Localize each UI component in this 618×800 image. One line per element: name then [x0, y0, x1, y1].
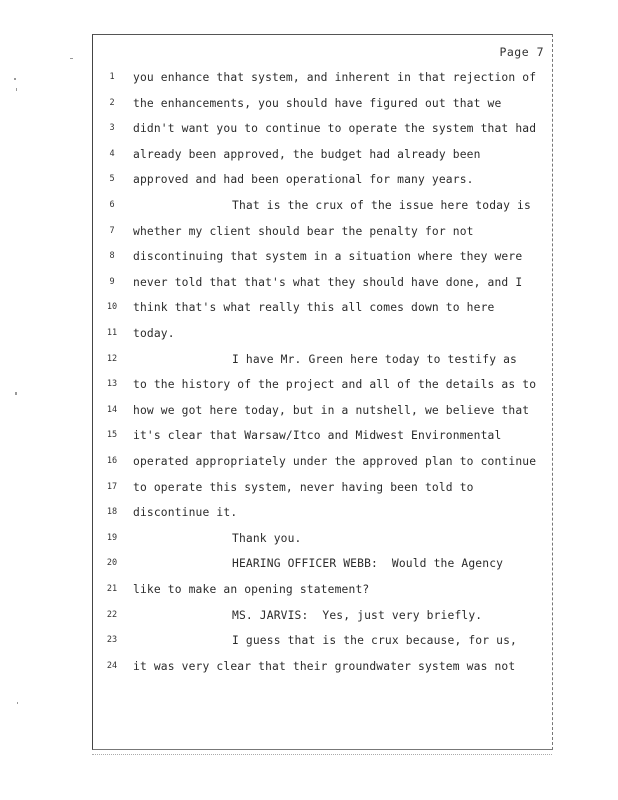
transcript-line [93, 250, 552, 276]
line-number: 18 [106, 507, 118, 518]
line-number: 10 [106, 302, 118, 313]
line-text: to operate this system, never having been told to [133, 480, 474, 494]
line-number: 13 [106, 379, 118, 390]
line-text: to the history of the project and all of the details as to [133, 378, 537, 392]
line-number: 22 [106, 609, 118, 620]
line-number: 24 [106, 660, 118, 671]
line-number: 1 [109, 72, 115, 82]
line-text: didn't want you to continue to operate the system that had [133, 122, 537, 136]
transcript-line [93, 532, 552, 558]
line-number: 16 [106, 456, 118, 466]
scan-edge-noise [92, 754, 552, 755]
transcript-line [93, 276, 552, 302]
line-number: 4 [109, 148, 115, 159]
line-text: HEARING OFFICER WEBB: Would the Agency [232, 557, 504, 571]
line-text: discontinuing that system in a situation where they were [133, 250, 523, 264]
line-text: how we got here today, but in a nutshell, we believe that [133, 403, 530, 417]
scan-speck [14, 78, 16, 80]
line-number: 3 [109, 123, 115, 134]
line-number: 8 [109, 251, 115, 262]
transcript-line [93, 122, 552, 148]
line-number: 21 [106, 584, 118, 594]
line-text: already been approved, the budget had already been [133, 147, 481, 161]
transcript-line [93, 97, 552, 123]
transcript-line [93, 378, 552, 404]
transcript-line [93, 429, 552, 455]
transcript-line [93, 481, 552, 507]
line-number: 6 [109, 200, 115, 210]
line-text: think that's what really this all comes down to here [133, 301, 495, 315]
transcript-line [93, 148, 552, 174]
transcript-line [93, 583, 552, 609]
transcript-line [93, 327, 552, 353]
transcript-line [93, 173, 552, 199]
line-number: 12 [106, 353, 118, 364]
line-number: 23 [106, 635, 118, 646]
transcript-line [93, 71, 552, 97]
transcript-line [93, 404, 552, 430]
line-text: That is the crux of the issue here today is [232, 199, 531, 212]
transcript-line [93, 225, 552, 251]
scan-speck [70, 58, 73, 59]
line-number: 11 [106, 328, 118, 338]
line-text: the enhancements, you should have figured out that we [133, 96, 502, 110]
line-text: MS. JARVIS: Yes, just very briefly. [232, 608, 483, 622]
line-text: today. [133, 327, 175, 340]
line-number: 20 [106, 558, 118, 569]
line-text: it's clear that Warsaw/Itco and Midwest Environmental [133, 429, 502, 443]
line-number: 5 [109, 174, 115, 185]
transcript-page [92, 34, 553, 750]
line-text: you enhance that system, and inherent in that rejection of [133, 71, 537, 84]
transcript-line [93, 199, 552, 225]
line-number: 9 [109, 276, 115, 287]
transcript-line [93, 353, 552, 379]
line-text: never told that that's what they should have done, and I [133, 275, 523, 289]
line-text: it was very clear that their groundwater system was not [133, 659, 516, 673]
page-number: Page 7 [499, 45, 544, 59]
scan-speck [17, 702, 18, 704]
transcript-line [93, 660, 552, 686]
line-text: whether my client should bear the penalty for not [133, 224, 474, 238]
line-number: 7 [109, 225, 115, 236]
transcript-line [93, 455, 552, 481]
transcript-line [93, 609, 552, 635]
line-text: approved and had been operational for many years. [133, 173, 474, 187]
line-number: 15 [106, 430, 118, 441]
transcript-line [93, 506, 552, 532]
line-text: discontinue it. [133, 506, 238, 520]
scan-speck [15, 392, 17, 395]
line-text: I guess that is the crux because, for us, [232, 634, 518, 648]
line-number: 17 [106, 481, 118, 492]
line-text: Thank you. [232, 531, 302, 545]
line-number: 14 [106, 404, 118, 415]
transcript-line [93, 301, 552, 327]
line-text: like to make an opening statement? [133, 583, 370, 596]
scan-speck [16, 88, 17, 91]
transcript-line [93, 557, 552, 583]
line-number: 2 [109, 97, 115, 108]
line-text: I have Mr. Green here today to testify as [232, 352, 518, 366]
line-text: operated appropriately under the approved plan to continue [133, 455, 537, 468]
line-number: 19 [106, 532, 118, 543]
transcript-line [93, 634, 552, 660]
